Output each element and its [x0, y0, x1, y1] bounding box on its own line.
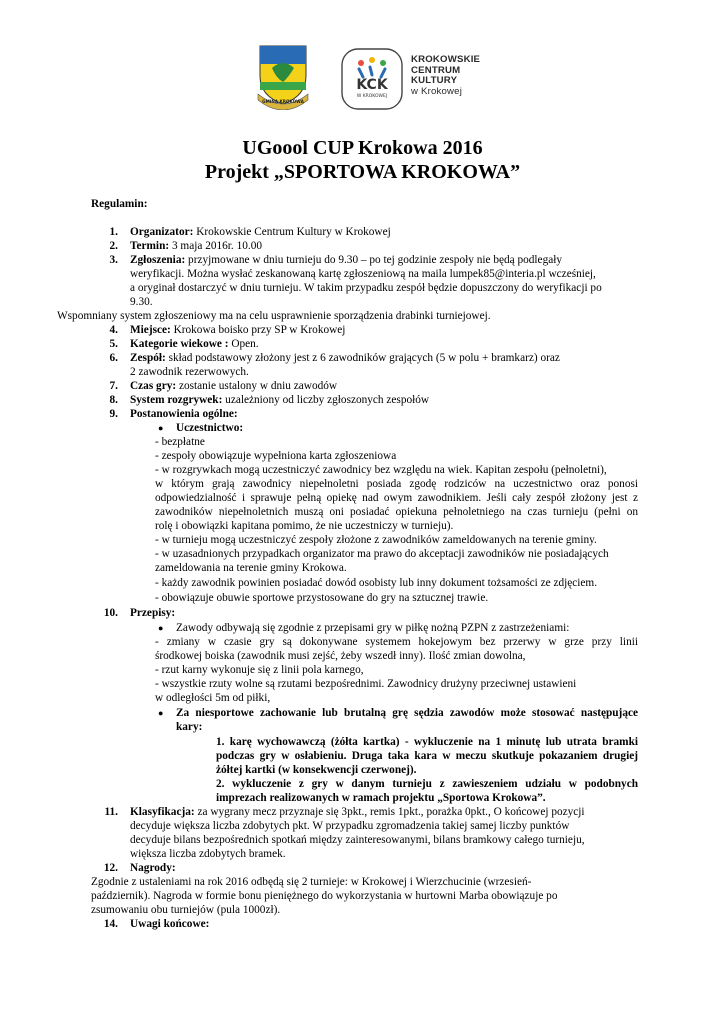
item-text: październik). Nagroda w formie bonu pieniężnego do wykorzystania w hurtowni Marba obowiązuje po: [91, 890, 558, 902]
item-text: uzależniony od liczby zgłoszonych zespołów: [222, 394, 430, 406]
item-label: Czas gry:: [130, 380, 177, 392]
note-text: Wspomniany system zgłoszeniowy ma na celu usprawnienie sporządzenia drabinki turniejowej.: [57, 310, 491, 322]
item-number: 9.: [109, 408, 118, 420]
list-line: Zawody odbywają się zgodnie z przepisami gry w piłkę nożną PZPN z zastrzeżeniami:: [176, 622, 570, 634]
item-text: Krokowa boisko przy SP w Krokowej: [170, 324, 346, 336]
item-text: decyduje większa liczba zdobytych pkt. W przypadku zgromadzenia takiej samej liczby punktów: [130, 820, 570, 832]
item-number: 3.: [109, 254, 118, 266]
kck-logo-icon: [339, 46, 405, 112]
item-label: Miejsce:: [130, 324, 171, 336]
item-number: 10.: [103, 607, 118, 619]
list-line: - zespoły obowiązuje wypełniona karta zgłoszeniowa: [155, 450, 397, 462]
item-text: przyjmowane w dniu turnieju do 9.30 – po tej godzinie zespoły nie będą podlegały: [185, 254, 563, 266]
item-text: Krokowskie Centrum Kultury w Krokowej: [193, 226, 391, 238]
item-label: Nagrody:: [130, 862, 176, 874]
item-number: 6.: [109, 352, 118, 364]
item-number: 12.: [103, 862, 118, 874]
item-number: 2.: [109, 240, 118, 252]
item-number: 14.: [103, 918, 118, 930]
list-line: - bezpłatne: [155, 436, 205, 448]
item-label: System rozgrywek:: [130, 394, 223, 406]
item-label: Postanowienia ogólne:: [130, 408, 238, 420]
list-line: - zmiany w czasie gry są dokonywane systemem hokejowym bez przerwy w grze przy linii: [155, 636, 638, 648]
item-text: 2 zawodnik rezerwowych.: [130, 366, 249, 378]
item-text: za wygrany mecz przyznaje się 3pkt., remis 1pkt., porażka 0pkt., O końcowej pozycji: [194, 806, 585, 818]
list-item: [130, 337, 259, 351]
penalty-line: 1. karę wychowawczą (żółta kartka) - wykluczenie na 1 minutę lub utrata bramki: [216, 736, 638, 748]
list-line: - obowiązuje obuwie sportowe przystosowane do gry na sztucznej trawie.: [155, 592, 489, 604]
item-label: Termin:: [130, 240, 170, 252]
list-line: rolę i obowiązki kapitana pomimo, że nie uczestniczy w turnieju).: [155, 520, 454, 532]
item-label: Kategorie wiekowe :: [130, 338, 229, 350]
kary-heading-cont: kary:: [176, 721, 203, 733]
list-line: odpowiedzialność i sprawuje pełną opiekę nad owym zawodnikiem. Jeśli cały zespół złożony jest z: [155, 492, 638, 504]
item-label: Uwagi końcowe:: [130, 918, 210, 930]
item-text: Open.: [228, 338, 259, 350]
item-text: weryfikacji. Można wysłać zeskanowaną kartę zgłoszeniową na maila lumpek85@interia.pl wcześniej,: [130, 268, 596, 280]
item-text: skład podstawowy złożony jest z 6 zawodników grających (5 w polu + bramkarz) oraz: [165, 352, 560, 364]
kck-sub: W KROKOWEJ: [356, 94, 388, 99]
page-title-line2: Projekt „SPORTOWA KROKOWA”: [204, 161, 521, 183]
kck-name-line2: CENTRUM: [411, 64, 461, 76]
header-logos: [0, 38, 725, 113]
item-text: 3 maja 2016r. 10.00: [169, 240, 262, 252]
item-number: 8.: [109, 394, 118, 406]
list-line: - w uzasadnionych przypadkach organizator ma prawo do akceptacji zawodników nie posiadających: [155, 548, 609, 560]
list-item: [130, 323, 345, 337]
item-text: zostanie ustalony w dniu zawodów: [176, 380, 338, 392]
kary-heading: Za niesportowe zachowanie lub brutalną grę sędzia zawodów może stosować następujące: [176, 707, 638, 719]
kck-name-line3: KULTURY: [411, 75, 458, 87]
kck-abbr: KCK: [356, 77, 388, 93]
item-number: 5.: [109, 338, 118, 350]
item-label: Zespół:: [130, 352, 166, 364]
item-text: większa liczba zdobytych bramek.: [130, 848, 286, 860]
kck-name-line1: KROKOWSKIE: [411, 54, 481, 65]
list-item: [130, 379, 337, 393]
list-line: zameldowania na terenie gminy Krokowa.: [155, 562, 347, 574]
item-number: 7.: [109, 380, 118, 392]
item-label: Zgłoszenia:: [130, 254, 186, 266]
item-label: Organizator:: [130, 226, 194, 238]
item-label: Przepisy:: [130, 607, 176, 619]
penalty-line: imprezach realizowanych w ramach projektu „Sportowa Krokowa”.: [216, 792, 546, 804]
list-line: - każdy zawodnik powinien posiadać dowód osobisty lub inny dokument tożsamości ze zdjęciem.: [155, 577, 598, 589]
list-line: - w turnieju mogą uczestniczyć zespoły złożone z zawodników zameldowanych na terenie gminy.: [155, 534, 597, 546]
list-line: zawodników niepełnoletnich muszą oni posiadać opiekuna pełnoletniego na czas turnieju (pełni on: [155, 506, 638, 518]
bullet-icon: ●: [158, 623, 164, 633]
list-item: [130, 225, 391, 239]
list-item: [130, 239, 262, 253]
list-line: w odległości 5m od piłki,: [155, 692, 271, 704]
item-text: decyduje bilans bezpośrednich spotkań między zainteresowanymi, bilans bramkowy całego turnieju,: [130, 834, 585, 846]
subheading-uczestnictwo: Uczestnictwo:: [176, 422, 244, 434]
penalty-line: żółtej kartki (w konsekwencji czerwonej).: [216, 764, 417, 776]
kck-name: [411, 55, 480, 97]
penalty-line: podczas gry w osłabieniu. Druga taka kara w meczu skutkuje pokazaniem drugiej: [216, 750, 638, 762]
bullet-icon: ●: [158, 423, 164, 433]
list-line: w którym grają zawodnicy niepełnoletni posiada zgodę rodziców na uczestnictwo oraz ponosi: [155, 478, 638, 490]
list-item: [130, 253, 562, 267]
item-text: Zgodnie z ustaleniami na rok 2016 odbędą się 2 turnieje: w Krokowej i Wierzchucinie (wrzesień-: [91, 876, 532, 888]
list-line: - w rozgrywkach mogą uczestniczyć zawodnicy bez względu na wiek. Kapitan zespołu (pełnoletni),: [155, 464, 607, 476]
item-number: 11.: [104, 806, 118, 818]
item-text: zsumowaniu obu turniejów (pula 1000zł).: [91, 904, 281, 916]
item-label: Klasyfikacja:: [130, 806, 195, 818]
crest-ribbon-text: GMINA KROKOWA: [262, 99, 304, 104]
page-title-line1: UGoool CUP Krokowa 2016: [242, 137, 483, 159]
list-line: środkowej boiska (zawodnik musi zejść, żeby wszedł inny). Ilość zmian dowolna,: [155, 650, 526, 662]
list-item: [130, 393, 429, 407]
item-text: 9.30.: [130, 296, 153, 308]
item-number: 4.: [109, 324, 118, 336]
list-line: - rzut karny wykonuje się z linii pola karnego,: [155, 664, 364, 676]
item-number: 1.: [109, 226, 118, 238]
list-item: [130, 351, 560, 365]
kck-name-line4: w Krokowej: [411, 85, 463, 97]
regulamin-heading: Regulamin:: [91, 198, 148, 210]
list-line: - wszystkie rzuty wolne są rzutami bezpośrednimi. Zawodnicy drużyny przeciwnej ustawieni: [155, 678, 577, 690]
penalty-line: 2. wykluczenie z gry w danym turnieju z zawieszeniem udziału w podobnych: [216, 778, 638, 790]
list-item: [130, 805, 585, 819]
item-text: a oryginał dostarczyć w dniu turnieju. W takim przypadku zespół będzie dopuszczony do weryfikacji po: [130, 282, 602, 294]
bullet-icon: ●: [158, 708, 164, 718]
gmina-krokowa-crest-icon: [254, 38, 312, 110]
